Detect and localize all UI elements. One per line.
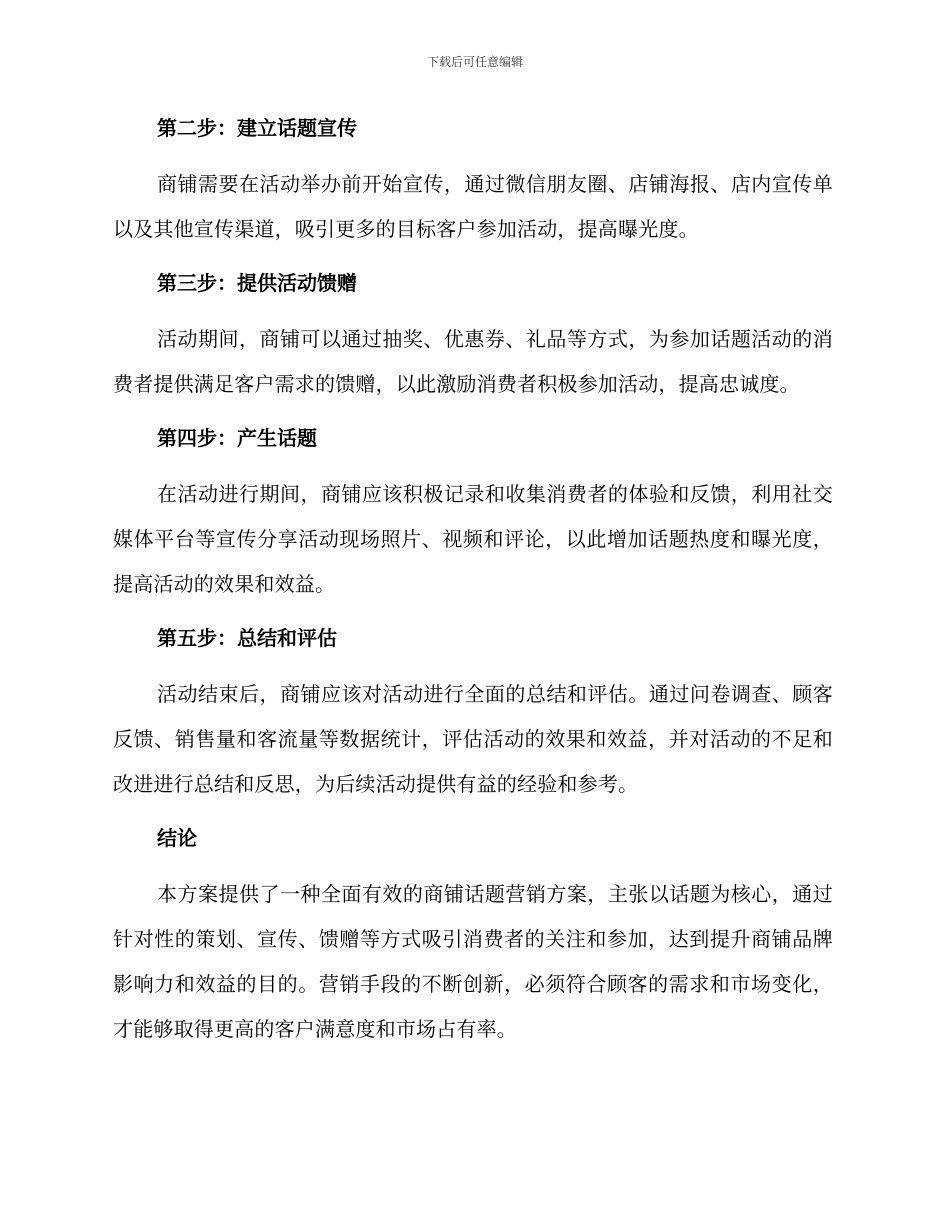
- section-paragraph-conclusion: 本方案提供了一种全面有效的商铺话题营销方案，主张以话题为核心，通过针对性的策划、宣传、馈赠等方式吸引消费者的关注和参加，达到提升商铺品牌影响力和效益的目的。营销手段的不断创新，必须符合顾客的需求和市场变化，才能够取得更高的客户满意度和市场占有率。: [113, 882, 833, 1041]
- section-paragraph-step-5: 活动结束后，商铺应该对活动进行全面的总结和评估。通过问卷调查、顾客反馈、销售量和客流量等数据统计，评估活动的效果和效益，并对活动的不足和改进进行总结和反思，为后续活动提供有益的经验和参考。: [113, 682, 833, 796]
- header-note: 下载后可任意编辑: [426, 55, 523, 69]
- section-heading-step-3: 第三步：提供活动馈赠: [157, 271, 357, 295]
- section-heading-step-5: 第五步：总结和评估: [157, 626, 337, 650]
- document-body: [113, 110, 833, 1065]
- section-paragraph-step-4: 在活动进行期间，商铺应该积极记录和收集消费者的体验和反馈，利用社交媒体平台等宣传分享活动现场照片、视频和评论，以此增加话题热度和曝光度，提高活动的效果和效益。: [113, 482, 833, 596]
- section-paragraph-step-3: 活动期间，商铺可以通过抽奖、优惠券、礼品等方式，为参加话题活动的消费者提供满足客户需求的馈赠，以此激励消费者积极参加活动，提高忠诚度。: [113, 327, 833, 396]
- section-heading-step-4: 第四步：产生话题: [157, 426, 317, 450]
- section-paragraph-step-2: 商铺需要在活动举办前开始宣传，通过微信朋友圈、店铺海报、店内宣传单以及其他宣传渠道，吸引更多的目标客户参加活动，提高曝光度。: [113, 172, 833, 241]
- section-heading-step-2: 第二步：建立话题宣传: [157, 116, 357, 140]
- section-heading-conclusion: 结论: [157, 826, 197, 850]
